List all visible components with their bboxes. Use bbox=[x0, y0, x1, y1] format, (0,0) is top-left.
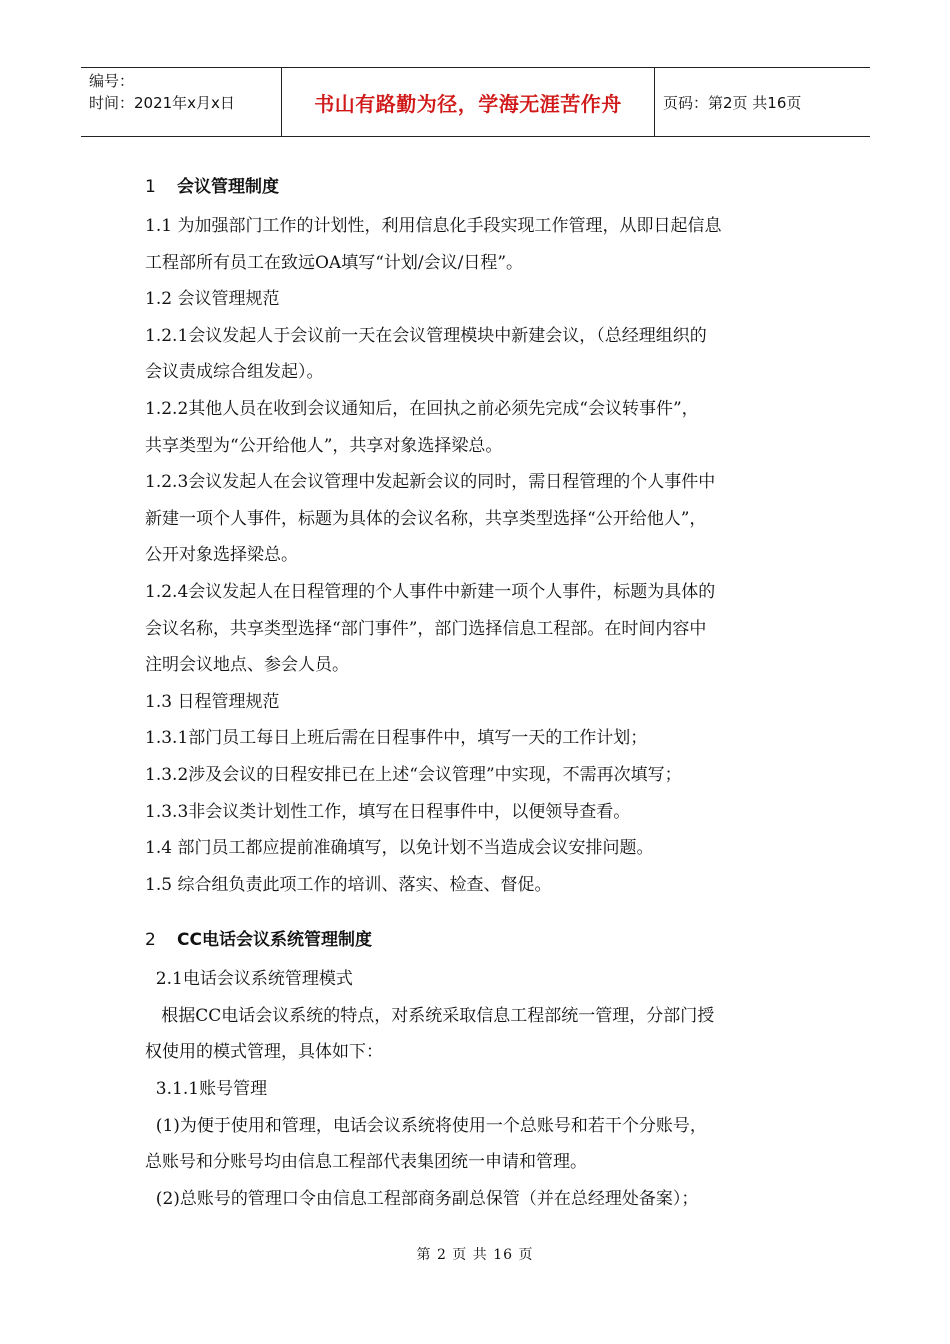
paragraph-line: 1.3.2涉及会议的日程安排已在上述“会议管理”中实现，不需再次填写； bbox=[145, 764, 682, 785]
header-motto-cell bbox=[281, 68, 655, 136]
section-1-number: 1 bbox=[145, 177, 156, 197]
paragraph-line: 1.1 为加强部门工作的计划性，利用信息化手段实现工作管理，从即日起信息 bbox=[145, 216, 722, 236]
document-body bbox=[145, 172, 815, 1217]
paragraph-line: 公开对象选择梁总。 bbox=[145, 545, 298, 566]
paragraph-line: 1.3 日程管理规范 bbox=[145, 691, 280, 712]
paragraph-line: 3.1.1账号管理 bbox=[145, 1079, 268, 1100]
section-2-title: CC电话会议系统管理制度 bbox=[177, 930, 372, 951]
paragraph-line: 根据CC电话会议系统的特点，对系统采取信息工程部统一管理，分部门授 bbox=[145, 1005, 715, 1026]
header-meta bbox=[81, 68, 281, 136]
paragraph-line: 会议名称，共享类型选择“部门事件”，部门选择信息工程部。在时间内容中 bbox=[145, 618, 707, 639]
section-1-title: 会议管理制度 bbox=[177, 177, 279, 197]
paragraph-line: 权使用的模式管理，具体如下： bbox=[145, 1042, 383, 1063]
paragraph-line: 工程部所有员工在致远OA填写“计划/会议/日程”。 bbox=[145, 252, 524, 273]
header-page-number: 页码：第2页 共16页 bbox=[663, 93, 802, 112]
paragraph-line: 1.2 会议管理规范 bbox=[145, 289, 280, 310]
document-number-label: 编号： bbox=[89, 72, 135, 90]
section-2-number: 2 bbox=[145, 930, 156, 951]
paragraph-line: 共享类型为“公开给他人”，共享对象选择梁总。 bbox=[145, 435, 503, 456]
header-motto: 书山有路勤为径，学海无涯苦作舟 bbox=[314, 91, 622, 116]
paragraph-line: 新建一项个人事件，标题为具体的会议名称，共享类型选择“公开给他人”， bbox=[145, 508, 707, 529]
paragraph-line: 会议责成综合组发起）。 bbox=[145, 362, 324, 383]
paragraph-line: 1.2.3会议发起人在会议管理中发起新会议的同时，需日程管理的个人事件中 bbox=[145, 472, 716, 493]
paragraph-line: 注明会议地点、参会人员。 bbox=[145, 655, 349, 676]
paragraph-line: (1)为便于使用和管理，电话会议系统将使用一个总账号和若干个分账号， bbox=[145, 1115, 707, 1136]
paragraph-line: 1.2.1会议发起人于会议前一天在会议管理模块中新建会议，（总经理组织的 bbox=[145, 325, 707, 346]
paragraph-line: (2)总账号的管理口令由信息工程部商务副总保管（并在总经理处备案）； bbox=[145, 1188, 699, 1209]
document-header bbox=[81, 67, 870, 137]
paragraph-line: 1.5 综合组负责此项工作的培训、落实、检查、督促。 bbox=[145, 874, 552, 895]
section-1-heading bbox=[145, 172, 815, 202]
page-footer: 第 2 页 共 16 页 bbox=[416, 1247, 534, 1263]
paragraph-line: 2.1电话会议系统管理模式 bbox=[145, 969, 353, 990]
paragraph-line: 总账号和分账号均由信息工程部代表集团统一申请和管理。 bbox=[145, 1152, 587, 1173]
paragraph-line: 1.3.1部门员工每日上班后需在日程事件中，填写一天的工作计划； bbox=[145, 728, 648, 749]
paragraph-line: 1.2.4会议发起人在日程管理的个人事件中新建一项个人事件，标题为具体的 bbox=[145, 581, 716, 602]
paragraph-line: 1.2.2其他人员在收到会议通知后，在回执之前必须先完成“会议转事件”， bbox=[145, 398, 699, 419]
section-2-heading bbox=[145, 925, 815, 955]
document-date-label: 时间：2021年x月x日 bbox=[89, 94, 235, 112]
paragraph-line: 1.4 部门员工都应提前准确填写，以免计划不当造成会议安排问题。 bbox=[145, 838, 654, 859]
header-page-cell bbox=[655, 68, 870, 136]
paragraph-line: 1.3.3非会议类计划性工作，填写在日程事件中，以便领导查看。 bbox=[145, 801, 631, 822]
